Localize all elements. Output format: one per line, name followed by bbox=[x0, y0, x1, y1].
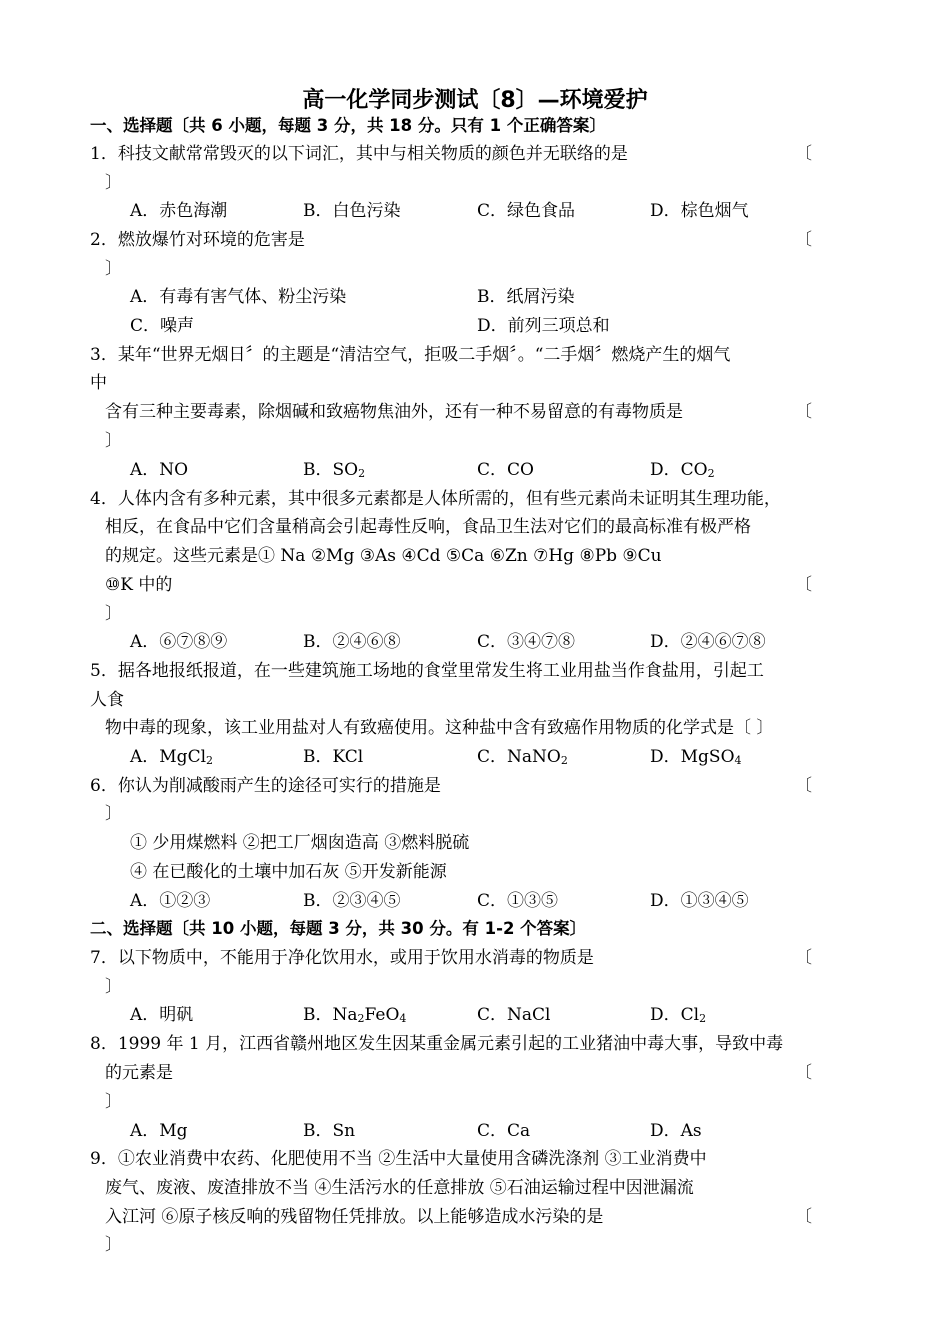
q1-bracket-close: 〕 bbox=[105, 173, 122, 193]
q6-option-b: B．②③④⑤ bbox=[303, 891, 401, 911]
q6-bracket-open: 〔 bbox=[795, 776, 812, 796]
q7-option-c: C．NaCl bbox=[477, 1005, 551, 1025]
q7-option-a: A．明矾 bbox=[130, 1005, 194, 1025]
q5-line-1: 5．据各地报纸报道，在一些建筑施工场地的食堂里常发生将工业用盐当作食盐用，引起工 bbox=[90, 661, 764, 681]
q8-option-d: D．As bbox=[650, 1121, 702, 1141]
q9-line-3: 入江河 ⑥原子核反响的残留物任凭排放。以上能够造成水污染的是 bbox=[105, 1207, 604, 1227]
q1-stem: 1．科技文献常常毁灭的以下词汇，其中与相关物质的颜色并无联络的是 bbox=[90, 144, 628, 164]
q4-option-c: C．③④⑦⑧ bbox=[477, 632, 576, 652]
q2-option-c: C．噪声 bbox=[130, 316, 195, 336]
section-2-heading: 二、选择题〔共 10 小题，每题 3 分，共 30 分。有 1-2 个答案〕 bbox=[90, 919, 587, 938]
q8-line-2: 的元素是 bbox=[105, 1063, 173, 1083]
q6-option-a: A．①②③ bbox=[130, 891, 211, 911]
q7-bracket-open: 〔 bbox=[795, 948, 812, 968]
q6-option-d: D．①③④⑤ bbox=[650, 891, 749, 911]
q9-bracket-close: 〕 bbox=[105, 1235, 122, 1255]
q5-option-a: A．MgCl$_2$ bbox=[130, 747, 214, 767]
q3-line-2: 含有三种主要毒素，除烟碱和致癌物焦油外，还有一种不易留意的有毒物质是 bbox=[105, 402, 683, 422]
q4-line-4: ⑩K 中的 bbox=[105, 575, 173, 595]
q9-bracket-open: 〔 bbox=[795, 1207, 812, 1227]
q1-option-a: A．赤色海潮 bbox=[130, 201, 228, 221]
q5-line-1-wrap: 人食 bbox=[90, 690, 124, 710]
q6-stem: 6．你认为削减酸雨产生的途径可实行的措施是 bbox=[90, 776, 441, 796]
q1-option-b: B．白色污染 bbox=[303, 201, 401, 221]
q4-bracket-close: 〕 bbox=[105, 604, 122, 624]
q8-option-c: C．Ca bbox=[477, 1121, 531, 1141]
q2-bracket-close: 〕 bbox=[105, 259, 122, 279]
q3-option-d: D．$CO_2$ bbox=[650, 460, 715, 480]
q5-option-d: D．MgSO$_4$ bbox=[650, 747, 742, 767]
q7-option-d: D．$Cl_2$ bbox=[650, 1005, 707, 1025]
q2-stem: 2．燃放爆竹对环境的危害是 bbox=[90, 230, 305, 250]
q3-bracket-open: 〔 bbox=[795, 402, 812, 422]
q4-option-a: A．⑥⑦⑧⑨ bbox=[130, 632, 228, 652]
page-title: 高一化学同步测试〔8〕—环境爱护 bbox=[302, 88, 648, 113]
q3-bracket-close: 〕 bbox=[105, 431, 122, 451]
q6-measures-line-2: ④ 在已酸化的土壤中加石灰 ⑤开发新能源 bbox=[130, 862, 447, 882]
q6-bracket-close: 〕 bbox=[105, 804, 122, 824]
q8-option-a: A．Mg bbox=[130, 1121, 188, 1141]
q4-line-1: 4．人体内含有多种元素，其中很多元素都是人体所需的，但有些元素尚未证明其生理功能， bbox=[90, 489, 781, 509]
q9-line-2: 废气、废液、废渣排放不当 ④生活污水的任意排放 ⑤石油运输过程中因泄漏流 bbox=[105, 1178, 694, 1198]
q3-option-b: B．$SO_2$ bbox=[303, 460, 366, 480]
q5-option-c: C．NaNO$_2$ bbox=[477, 747, 568, 767]
q4-option-d: D．②④⑥⑦⑧ bbox=[650, 632, 766, 652]
q5-option-b: B．KCl bbox=[303, 747, 364, 767]
q9-line-1: 9．①农业消费中农药、化肥使用不当 ②生活中大量使用含磷洗涤剂 ③工业消费中 bbox=[90, 1149, 707, 1169]
q2-option-a: A．有毒有害气体、粉尘污染 bbox=[130, 287, 347, 307]
q6-measures-line-1: ① 少用煤燃料 ②把工厂烟囱造高 ③燃料脱硫 bbox=[130, 833, 470, 853]
q2-bracket-open: 〔 bbox=[795, 230, 812, 250]
section-1-heading: 一、选择题〔共 6 小题，每题 3 分，共 18 分。只有 1 个正确答案〕 bbox=[90, 116, 606, 135]
q3-option-a: A．NO bbox=[130, 460, 189, 480]
q8-option-b: B．Sn bbox=[303, 1121, 356, 1141]
q1-option-d: D．棕色烟气 bbox=[650, 201, 749, 221]
q7-stem: 7．以下物质中，不能用于净化饮用水，或用于饮用水消毒的物质是 bbox=[90, 948, 594, 968]
q3-line-1-wrap: 中 bbox=[90, 373, 107, 393]
q3-option-c: C．CO bbox=[477, 460, 534, 480]
q4-line-3: 的规定。这些元素是① Na ②Mg ③As ④Cd ⑤Ca ⑥Zn ⑦Hg ⑧Pb ⑨Cu bbox=[105, 546, 662, 566]
q1-bracket-open: 〔 bbox=[795, 144, 812, 164]
q7-bracket-close: 〕 bbox=[105, 977, 122, 997]
q6-option-c: C．①③⑤ bbox=[477, 891, 559, 911]
q4-bracket-open: 〔 bbox=[795, 575, 812, 595]
q5-line-2: 物中毒的现象，该工业用盐对人有致癌使用。这种盐中含有致癌作用物质的化学式是〔 〕 bbox=[105, 718, 774, 738]
q3-line-1: 3．某年“世界无烟日〞的主题是“清洁空气，拒吸二手烟〞。“二手烟〞燃烧产生的烟气 bbox=[90, 345, 731, 365]
q2-option-b: B．纸屑污染 bbox=[477, 287, 575, 307]
q1-option-c: C．绿色食品 bbox=[477, 201, 576, 221]
q4-option-b: B．②④⑥⑧ bbox=[303, 632, 401, 652]
q8-bracket-close: 〕 bbox=[105, 1092, 122, 1112]
q8-line-1: 8．1999 年 1 月，江西省赣州地区发生因某重金属元素引起的工业猪油中毒大事，导致中毒 bbox=[90, 1034, 784, 1054]
q7-option-b: B．$Na_2FeO_4$ bbox=[303, 1005, 407, 1025]
q4-line-2: 相反，在食品中它们含量稍高会引起毒性反响，食品卫生法对它们的最高标准有极严格 bbox=[105, 517, 751, 537]
q8-bracket-open: 〔 bbox=[795, 1063, 812, 1083]
q2-option-d: D．前列三项总和 bbox=[477, 316, 610, 336]
